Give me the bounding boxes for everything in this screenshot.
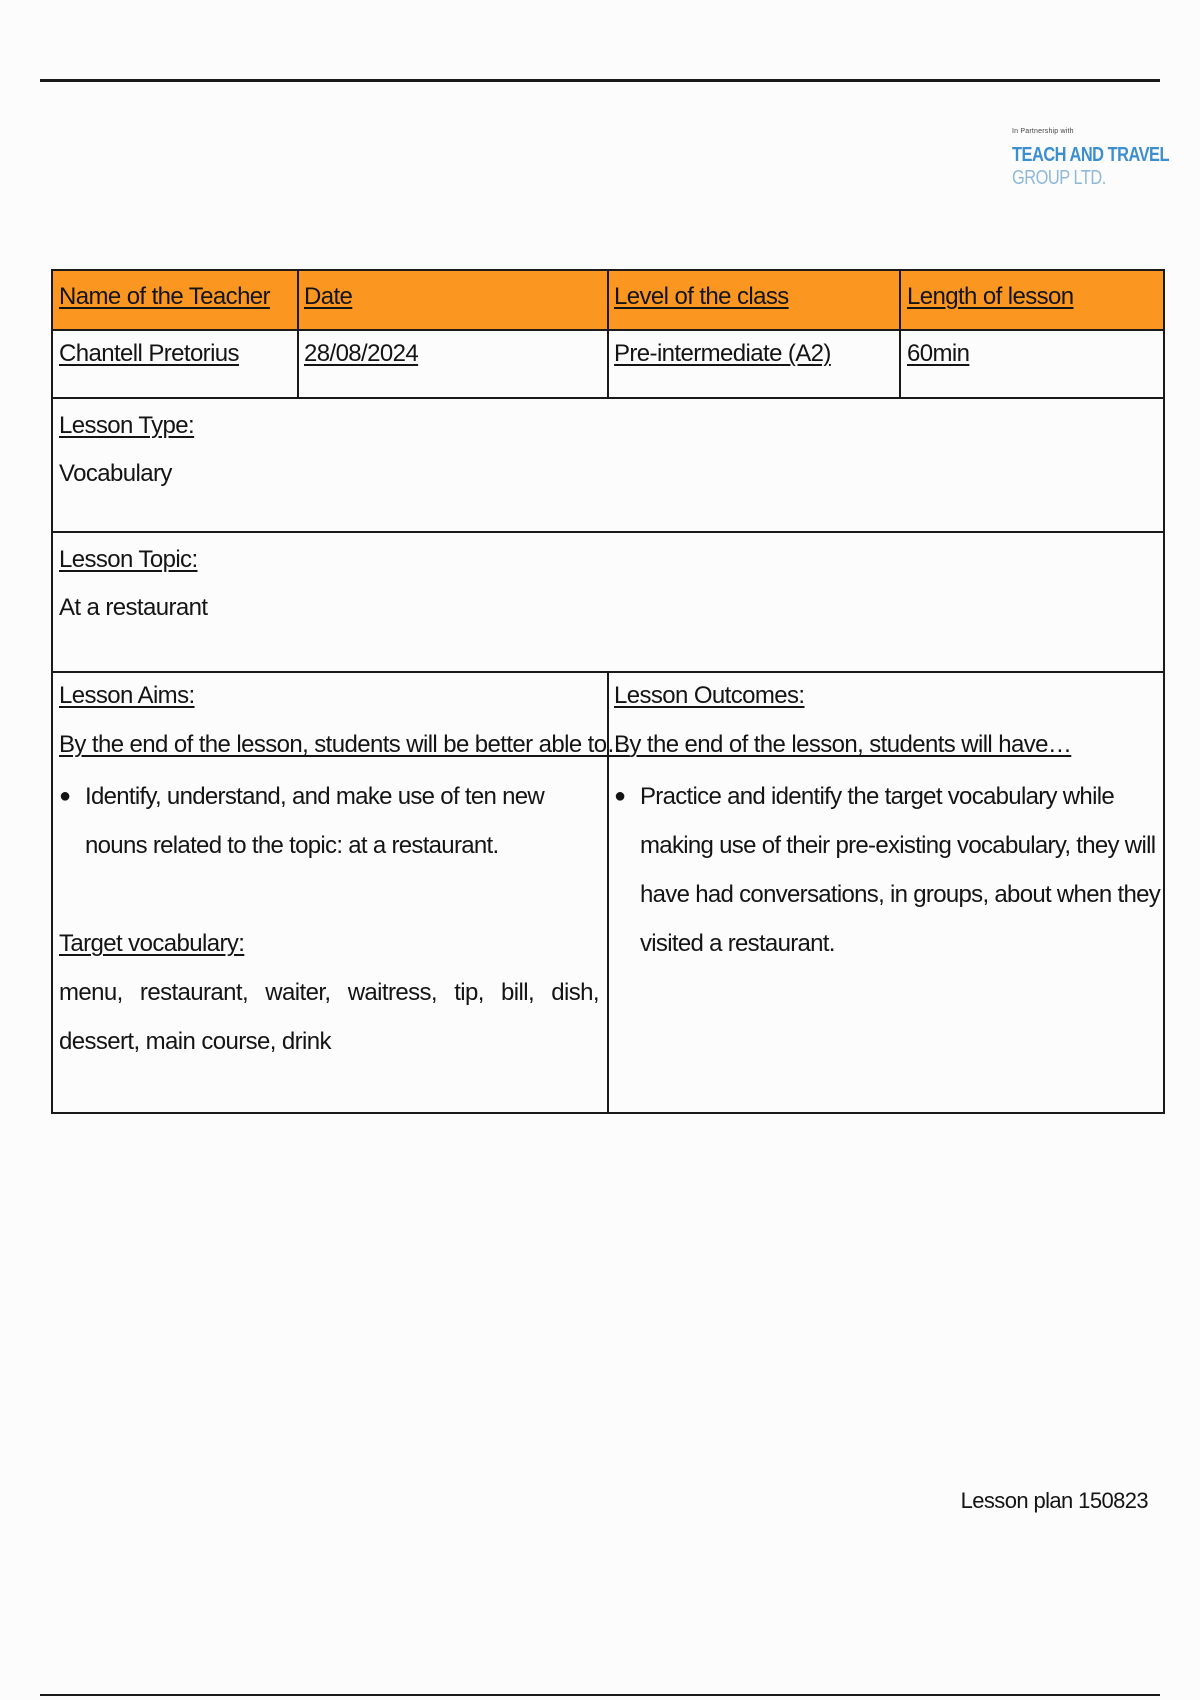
target-vocabulary-label: Target vocabulary:	[59, 930, 245, 957]
table-divider	[297, 269, 299, 398]
logo-line2: GROUP LTD.	[1012, 167, 1106, 189]
lesson-topic-label: Lesson Topic:	[59, 546, 198, 573]
lesson-outcomes-intro: By the end of the lesson, students will have…	[614, 731, 1072, 758]
class-level: Pre-intermediate (A2)	[614, 340, 831, 367]
teach-and-travel-logo	[1012, 128, 1170, 190]
outcome-bullet-text: Practice and identify the target vocabulary while making use of their pre-existing vocabulary, they will have had conversations, in groups, about when they visited a restaurant.	[640, 783, 1161, 957]
aim-bullet-text: Identify, understand, and make use of ten new nouns related to the topic: at a restaurant.	[85, 783, 545, 859]
bullet-icon: ●	[59, 785, 71, 807]
top-rule	[40, 79, 1160, 82]
lesson-length: 60min	[907, 340, 970, 367]
table-border-left	[51, 269, 53, 1114]
table-divider	[607, 269, 609, 398]
teacher-header: Name of the Teacher	[59, 283, 270, 310]
lesson-outcomes-label: Lesson Outcomes:	[614, 682, 805, 709]
teacher-name: Chantell Pretorius	[59, 340, 239, 367]
logo-partnership-text: In Partnership with	[1012, 128, 1074, 135]
table-divider	[52, 531, 1164, 533]
lesson-date: 28/08/2024	[304, 340, 419, 367]
bottom-rule	[40, 1694, 1160, 1696]
level-header: Level of the class	[614, 283, 789, 310]
footer-lesson-plan-id: Lesson plan 150823	[960, 1488, 1148, 1513]
target-vocabulary-words: menu, restaurant, waiter, waitress, tip, bill, dish, dessert, main course, drink	[59, 979, 599, 1055]
lesson-aims-intro: By the end of the lesson, students will be better able to…	[59, 731, 630, 758]
table-divider	[899, 269, 901, 398]
table-border-right	[1163, 269, 1165, 1114]
length-header: Length of lesson	[907, 283, 1074, 310]
lesson-type-label: Lesson Type:	[59, 412, 195, 439]
logo-line1: TEACH AND TRAVEL	[1012, 144, 1170, 166]
lesson-type-value: Vocabulary	[59, 460, 172, 487]
lesson-topic-value: At a restaurant	[59, 594, 208, 621]
lesson-aims-label: Lesson Aims:	[59, 682, 195, 709]
bullet-icon: ●	[614, 785, 626, 807]
date-header: Date	[304, 283, 353, 310]
